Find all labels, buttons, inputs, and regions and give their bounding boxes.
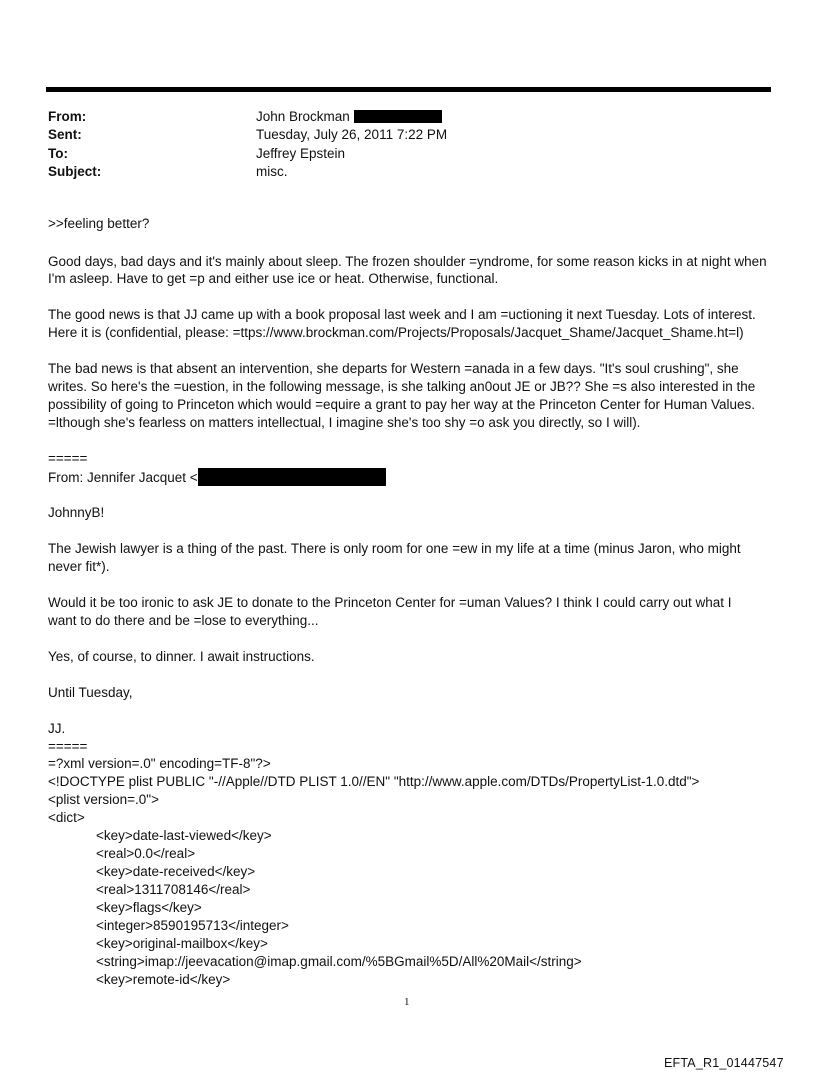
body-line: possibility of going to Princeton which would =equire a grant to pay her way at the Princeton Center for Human Values. xyxy=(48,397,756,412)
plist-line: <key>date-last-viewed</key> xyxy=(96,828,272,843)
plist-line: <dict> xyxy=(48,810,85,825)
body-line: JohnnyB! xyxy=(48,505,105,520)
plist-line: <key>date-received</key> xyxy=(96,864,256,879)
redaction-bar xyxy=(354,110,442,123)
from-value: John Brockman xyxy=(256,108,442,126)
body-line: >>feeling better? xyxy=(48,216,150,231)
body-line: Would it be too ironic to ask JE to donate to the Princeton Center for =uman Values? I think I could carry out what I xyxy=(48,595,732,610)
subject-value: misc. xyxy=(256,164,288,179)
to-value: Jeffrey Epstein xyxy=(256,146,346,161)
body-line: want to do there and be =lose to everything... xyxy=(48,613,319,628)
body-line: The Jewish lawyer is a thing of the past. There is only room for one =ew in my life at a time (minus Jaron, who might xyxy=(48,541,741,556)
sent-value: Tuesday, July 26, 2011 7:22 PM xyxy=(256,127,448,142)
plist-line: =?xml version=.0" encoding=TF-8"?> xyxy=(48,756,271,771)
body-line: Until Tuesday, xyxy=(48,685,133,700)
sent-label: Sent: xyxy=(48,127,82,142)
redaction-bar xyxy=(198,468,386,486)
body-line: Good days, bad days and it's mainly about sleep. The frozen shoulder =yndrome, for some reason kicks in at night when xyxy=(48,254,767,269)
body-line: I'm asleep. Have to get =p and either use ice or heat. Otherwise, functional. xyxy=(48,271,499,286)
plist-line: <plist version=.0"> xyxy=(48,792,159,807)
plist-line: <key>original-mailbox</key> xyxy=(96,936,268,951)
body-line: The good news is that JJ came up with a book proposal last week and I am =uctioning it next Tuesday. Lots of interest. xyxy=(48,307,756,322)
forwarded-from-line: From: Jennifer Jacquet < xyxy=(48,468,768,487)
separator-line: ===== xyxy=(48,739,88,754)
body-line: Yes, of course, to dinner. I await instructions. xyxy=(48,649,315,664)
separator-line: ===== xyxy=(48,451,88,466)
body-line: never fit*). xyxy=(48,559,110,574)
body-line: writes. So here's the =uestion, in the following message, is she talking an0out JE or JB?? She =s also interested in the xyxy=(48,379,756,394)
plist-line: <key>remote-id</key> xyxy=(96,972,231,987)
plist-line: <!DOCTYPE plist PUBLIC "-//Apple//DTD PLIST 1.0//EN" "http://www.apple.com/DTDs/PropertyList-1.0.dtd"> xyxy=(48,774,700,789)
body-line: JJ. xyxy=(48,721,66,736)
bates-number: EFTA_R1_01447547 xyxy=(664,1056,784,1070)
plist-line: <real>0.0</real> xyxy=(96,846,196,861)
page-number: 1 xyxy=(404,996,410,1008)
to-label: To: xyxy=(48,146,68,161)
subject-label: Subject: xyxy=(48,164,102,179)
header-rule xyxy=(46,87,771,92)
plist-line: <key>flags</key> xyxy=(96,900,202,915)
from-label: From: xyxy=(48,109,87,124)
body-line: =lthough she's fearless on matters intellectual, I imagine she's too shy =o ask you directly, so I will). xyxy=(48,415,641,430)
body-line: Here it is (confidential, please: =ttps://www.brockman.com/Projects/Proposals/Jacquet_Shame/Jacquet_Shame.ht=l) xyxy=(48,325,744,340)
plist-line: <real>1311708146</real> xyxy=(96,882,251,897)
plist-line: <integer>8590195713</integer> xyxy=(96,918,289,933)
body-line: The bad news is that absent an intervention, she departs for Western =anada in a few days. "It's soul crushing", she xyxy=(48,361,739,376)
plist-line: <string>imap://jeevacation@imap.gmail.com/%5BGmail%5D/All%20Mail</string> xyxy=(96,954,582,969)
